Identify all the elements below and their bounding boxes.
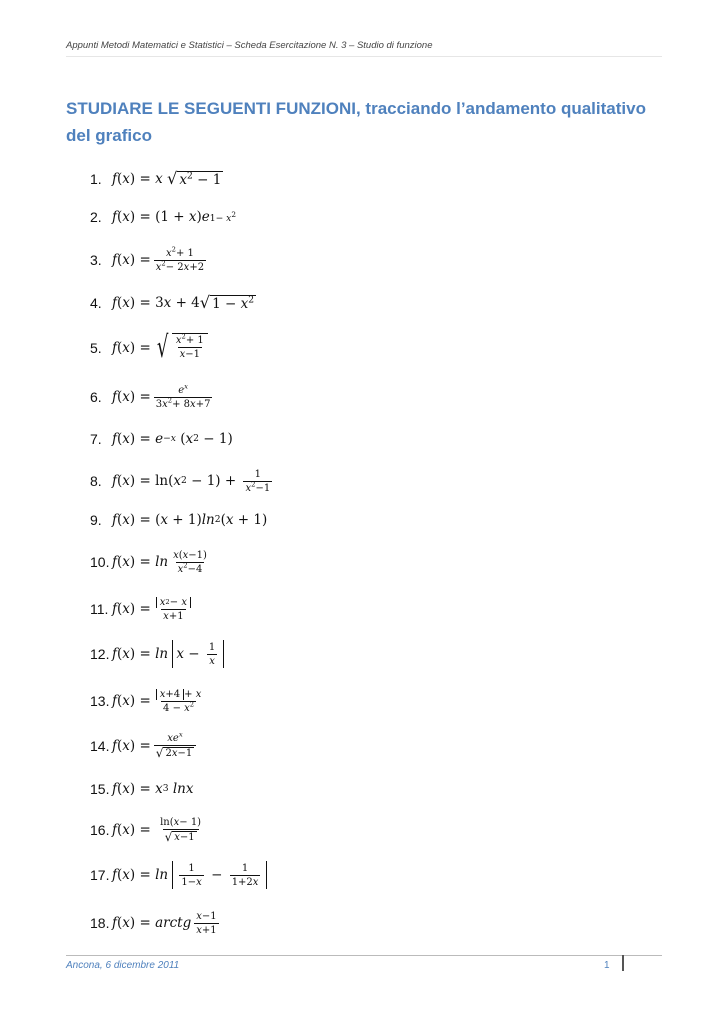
- title-rest: tracciando l’andamento qualitativo del grafico: [66, 99, 646, 145]
- function-formula: f ( x ) = ln(x− 1) √ x−1: [112, 816, 202, 844]
- function-formula: f ( x ) = arctg $\frac{x-1}{x+1}$: [112, 910, 217, 936]
- item-number: 18.: [90, 915, 110, 931]
- item-number: 17.: [90, 867, 110, 883]
- page-number: 1: [604, 960, 610, 971]
- list-item: [90, 200, 236, 234]
- item-number: 10.: [90, 554, 110, 570]
- item-number: 5.: [90, 340, 102, 356]
- item-number: 2.: [90, 209, 102, 225]
- function-formula: f ( x ) = (1 + x ) e $1- x^2$: [112, 209, 237, 225]
- list-item: [90, 637, 224, 671]
- list-item: [90, 772, 193, 806]
- item-number: 1.: [90, 171, 102, 187]
- list-item: [90, 380, 215, 414]
- list-item: [90, 331, 208, 365]
- list-item: [90, 684, 206, 718]
- function-formula: f ( x ) = ( x + 1) ln 2 ( x + 1): [112, 512, 268, 528]
- item-number: 8.: [90, 473, 102, 489]
- list-item: [90, 813, 206, 847]
- function-formula: f ( x ) = $\frac{x^2+ 1}{x^2- 2x+2}$: [112, 245, 205, 273]
- function-formula: f ( x ) = ln $\frac{1}{1-x}$ − $\frac{1}{1+2x}$: [112, 861, 267, 889]
- item-number: 3.: [90, 252, 102, 268]
- function-formula: f ( x ) = $\frac{e^x}{3x^2+ 8x+7}$: [112, 382, 211, 410]
- function-formula: f ( x ) = e −x ( x 2 − 1): [112, 431, 233, 447]
- footer-bar: [622, 955, 624, 971]
- footer-divider: [66, 955, 662, 956]
- item-number: 7.: [90, 431, 102, 447]
- item-number: 6.: [90, 389, 102, 405]
- function-formula: f ( x ) = x √ $x^2 - 1$: [112, 168, 222, 188]
- header-divider: [66, 56, 662, 57]
- list-item: [90, 545, 212, 579]
- function-formula: f ( x ) = x +4 + x $4 - x^2$: [112, 688, 202, 714]
- function-formula: f ( x ) = √ $\frac{x^2+ 1}{x-1}$: [112, 333, 208, 363]
- item-number: 16.: [90, 822, 110, 838]
- list-item: [90, 503, 267, 537]
- footer-date: Ancona, 6 dicembre 2011: [66, 960, 180, 971]
- function-formula: f ( x ) = ln x − $\frac{1}{x}$: [112, 640, 224, 668]
- title-lead: STUDIARE LE SEGUENTI FUNZIONI,: [66, 99, 361, 118]
- function-formula: f ( x ) = ln $\frac{x(x-1)}{x^2-4}$: [112, 549, 207, 575]
- page-header: Appunti Metodi Matematici e Statistici – Scheda Esercitazione N. 3 – Studio di funzione: [66, 40, 433, 51]
- function-formula: f ( x ) = x 2 − x x+1: [112, 597, 196, 622]
- item-number: 9.: [90, 512, 102, 528]
- item-number: 11.: [90, 601, 109, 617]
- item-number: 13.: [90, 693, 110, 709]
- list-item: [90, 592, 196, 626]
- list-item: [90, 422, 233, 456]
- item-number: 14.: [90, 738, 110, 754]
- list-item: [90, 464, 275, 498]
- item-number: 4.: [90, 295, 102, 311]
- function-formula: f ( x ) = $xe^x$ √ 2x−1: [112, 733, 199, 760]
- item-number: 12.: [90, 646, 110, 662]
- list-item: [90, 243, 209, 277]
- list-item: [90, 858, 267, 892]
- item-number: 15.: [90, 781, 110, 797]
- function-formula: f ( x ) = ln( x 2 − 1) + $\frac{1}{x^2-1}$: [112, 468, 271, 494]
- list-item: [90, 162, 223, 196]
- function-formula: f ( x ) = x 3 lnx: [112, 781, 194, 797]
- list-item: [90, 286, 256, 320]
- page-title: [66, 95, 666, 149]
- list-item: [90, 906, 222, 940]
- list-item: [90, 729, 199, 763]
- function-formula: f ( x ) = 3 x + 4 √ $1 - x^2$: [112, 292, 255, 312]
